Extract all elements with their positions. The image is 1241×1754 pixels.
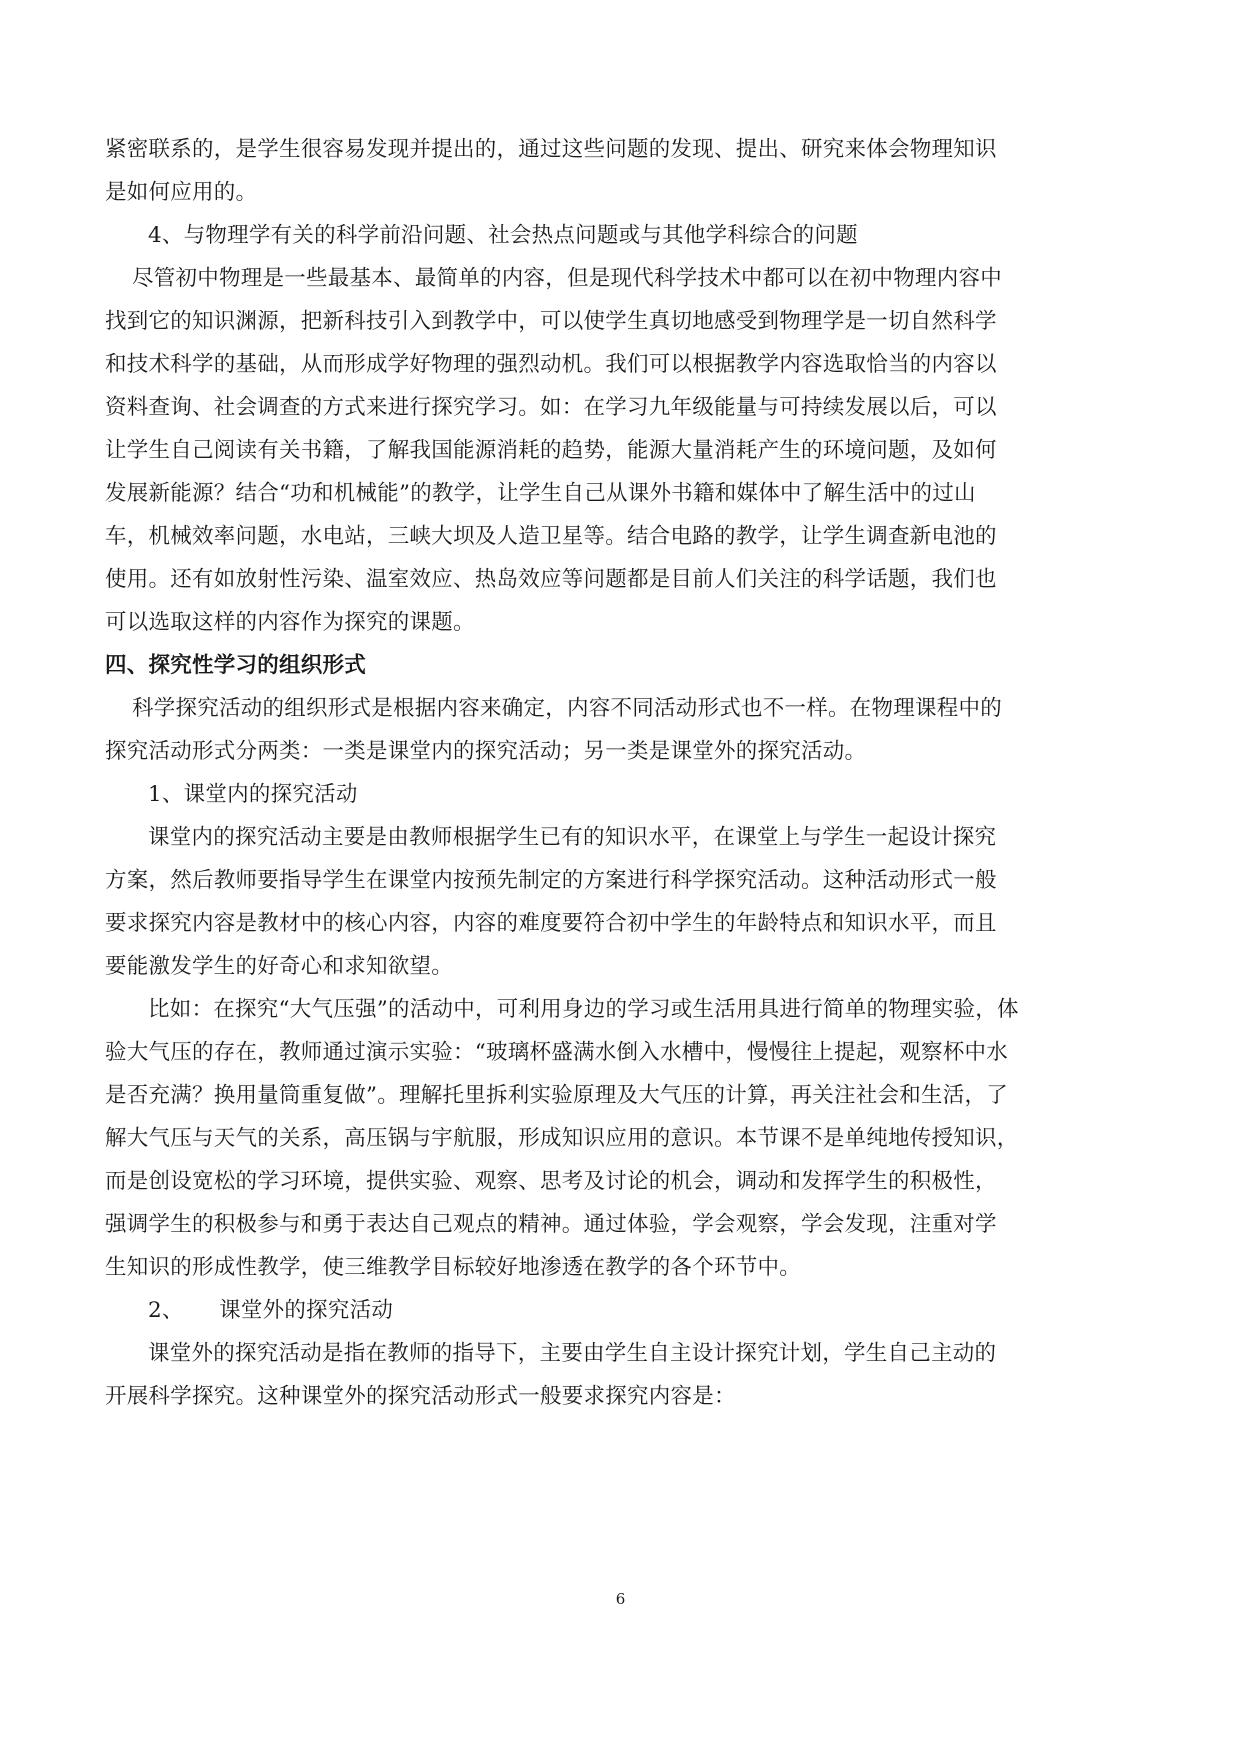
body-text-line: 科学探究活动的组织形式是根据内容来确定，内容不同活动形式也不一样。在物理课程中的 (132, 696, 1003, 721)
body-text-line: 找到它的知识渊源，把新科技引入到教学中，可以使学生真切地感受到物理学是一切自然科学 (105, 309, 997, 334)
body-text-line: 尽管初中物理是一些最基本、最简单的内容，但是现代科学技术中都可以在初中物理内容中 (132, 266, 1003, 291)
body-text-line: 资料查询、社会调查的方式来进行探究学习。如：在学习九年级能量与可持续发展以后，可以 (105, 395, 997, 420)
body-text-line: 探究活动形式分两类：一类是课堂内的探究活动；另一类是课堂外的探究活动。 (105, 739, 867, 764)
body-text-line: 让学生自己阅读有关书籍，了解我国能源消耗的趋势，能源大量消耗产生的环境问题，及如何 (105, 438, 997, 463)
body-text-line: 验大气压的存在，教师通过演示实验：“玻璃杯盛满水倒入水槽中，慢慢往上提起，观察杯中水 (105, 1040, 1008, 1065)
body-text-line: 车，机械效率问题，水电站，三峡大坝及人造卫星等。结合电路的教学，让学生调查新电池的 (105, 524, 997, 549)
body-text-line: 发展新能源？结合“功和机械能”的教学，让学生自己从课外书籍和媒体中了解生活中的过山 (105, 481, 976, 506)
body-text-line: 课堂内的探究活动主要是由教师根据学生已有的知识水平，在课堂上与学生一起设计探究 (148, 825, 997, 850)
body-text-line: 解大气压与天气的关系，高压锅与宇航服，形成知识应用的意识。本节课不是单纯地传授知识， (105, 1126, 1019, 1151)
body-text-line: 生知识的形成性教学，使三维教学目标较好地渗透在教学的各个环节中。 (105, 1255, 802, 1280)
body-text-line: 使用。还有如放射性污染、温室效应、热岛效应等问题都是目前人们关注的科学话题，我们也 (105, 567, 997, 592)
body-text-line: 强调学生的积极参与和勇于表达自己观点的精神。通过体验，学会观察，学会发现，注重对学 (105, 1212, 997, 1237)
body-text-line: 课堂外的探究活动是指在教师的指导下，主要由学生自主设计探究计划，学生自己主动的 (148, 1341, 997, 1366)
body-text-line: 要能激发学生的好奇心和求知欲望。 (105, 954, 454, 979)
body-text-line: 和技术科学的基础，从而形成学好物理的强烈动机。我们可以根据教学内容选取恰当的内容以 (105, 352, 997, 377)
page-number: 6 (615, 1590, 626, 1608)
subsection-item-2: 2、 课堂外的探究活动 (148, 1298, 394, 1323)
body-text-line: 比如：在探究“大气压强”的活动中，可利用身边的学习或生活用具进行简单的物理实验，体 (148, 997, 1019, 1022)
body-text-line: 方案，然后教师要指导学生在课堂内按预先制定的方案进行科学探究活动。这种活动形式一般 (105, 868, 997, 893)
body-text-line: 是如何应用的。 (105, 180, 258, 205)
body-text-line: 要求探究内容是教材中的核心内容，内容的难度要符合初中学生的年龄特点和知识水平，而且 (105, 911, 997, 936)
body-text-line: 可以选取这样的内容作为探究的课题。 (105, 610, 475, 635)
body-text-line: 而是创设宽松的学习环境，提供实验、观察、思考及讨论的机会，调动和发挥学生的积极性， (105, 1169, 997, 1194)
subsection-item-1: 1、课堂内的探究活动 (148, 782, 358, 807)
body-text-line: 是否充满？换用量筒重复做”。理解托里拆利实验原理及大气压的计算，再关注社会和生活，了 (105, 1083, 1008, 1108)
body-text-line: 紧密联系的，是学生很容易发现并提出的，通过这些问题的发现、提出、研究来体会物理知识 (105, 137, 997, 162)
subsection-item-4: 4、与物理学有关的科学前沿问题、社会热点问题或与其他学科综合的问题 (148, 223, 858, 248)
section-heading: 四、探究性学习的组织形式 (105, 653, 367, 678)
body-text-line: 开展科学探究。这种课堂外的探究活动形式一般要求探究内容是： (105, 1384, 736, 1409)
